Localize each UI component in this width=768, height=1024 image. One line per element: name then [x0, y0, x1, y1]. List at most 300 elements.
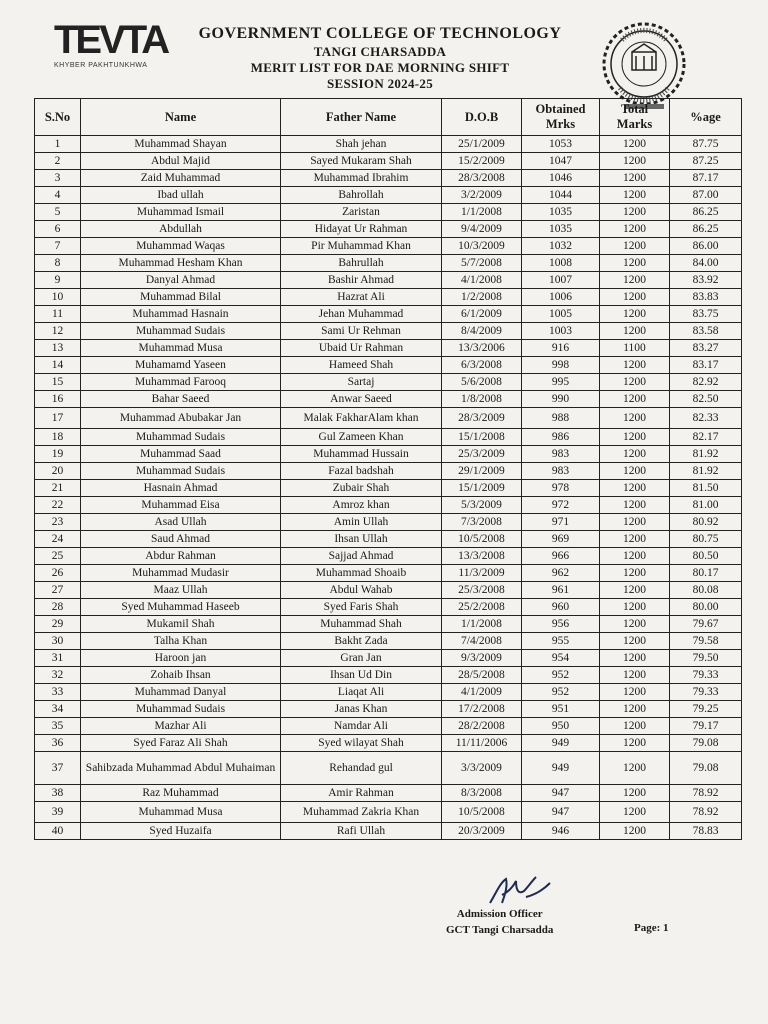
- cell-father-name: Sajjad Ahmad: [281, 548, 442, 565]
- cell-dob: 28/5/2008: [442, 667, 522, 684]
- cell-father-name: Amir Rahman: [281, 785, 442, 802]
- cell-dob: 15/2/2009: [442, 153, 522, 170]
- cell-father-name: Hidayat Ur Rahman: [281, 221, 442, 238]
- cell-obtained-marks: 1003: [522, 323, 600, 340]
- cell-father-name: Muhammad Shah: [281, 616, 442, 633]
- cell-name: Muhammad Hasnain: [81, 306, 281, 323]
- cell-total-marks: 1200: [600, 187, 670, 204]
- table-row: [35, 153, 742, 170]
- cell-total-marks: 1200: [600, 238, 670, 255]
- cell-name: Mukamil Shah: [81, 616, 281, 633]
- list-title: MERIT LIST FOR DAE MORNING SHIFT: [250, 60, 510, 75]
- cell-obtained-marks: 990: [522, 391, 600, 408]
- cell-name: Asad Ullah: [81, 514, 281, 531]
- cell-name: Hasnain Ahmad: [81, 480, 281, 497]
- cell-percentage: 86.00: [670, 238, 742, 255]
- cell-total-marks: 1200: [600, 429, 670, 446]
- cell-percentage: 87.75: [670, 136, 742, 153]
- cell-total-marks: 1200: [600, 408, 670, 429]
- cell-sno: 2: [35, 153, 81, 170]
- signatory-title: Admission Officer: [456, 908, 543, 920]
- table-row: [35, 374, 742, 391]
- cell-dob: 25/3/2009: [442, 446, 522, 463]
- cell-dob: 13/3/2008: [442, 548, 522, 565]
- cell-father-name: Zaristan: [281, 204, 442, 221]
- cell-name: Sahibzada Muhammad Abdul Muhaiman: [81, 752, 281, 785]
- cell-total-marks: 1200: [600, 599, 670, 616]
- cell-percentage: 86.25: [670, 204, 742, 221]
- cell-sno: 28: [35, 599, 81, 616]
- cell-father-name: Malak FakharAlam khan: [281, 408, 442, 429]
- cell-sno: 36: [35, 735, 81, 752]
- cell-name: Talha Khan: [81, 633, 281, 650]
- cell-total-marks: 1200: [600, 357, 670, 374]
- cell-percentage: 79.67: [670, 616, 742, 633]
- cell-total-marks: 1200: [600, 446, 670, 463]
- cell-father-name: Zubair Shah: [281, 480, 442, 497]
- cell-sno: 31: [35, 650, 81, 667]
- cell-dob: 9/3/2009: [442, 650, 522, 667]
- table-row: [35, 408, 742, 429]
- cell-percentage: 86.25: [670, 221, 742, 238]
- cell-total-marks: 1200: [600, 480, 670, 497]
- cell-percentage: 84.00: [670, 255, 742, 272]
- cell-sno: 34: [35, 701, 81, 718]
- tevta-logo: [54, 18, 168, 82]
- cell-father-name: Muhammad Zakria Khan: [281, 802, 442, 823]
- cell-sno: 4: [35, 187, 81, 204]
- table-row: [35, 548, 742, 565]
- cell-dob: 13/3/2006: [442, 340, 522, 357]
- cell-obtained-marks: 947: [522, 785, 600, 802]
- cell-percentage: 83.27: [670, 340, 742, 357]
- cell-name: Muhammad Eisa: [81, 497, 281, 514]
- cell-percentage: 78.92: [670, 785, 742, 802]
- cell-total-marks: 1200: [600, 221, 670, 238]
- table-row: [35, 599, 742, 616]
- cell-father-name: Fazal badshah: [281, 463, 442, 480]
- cell-obtained-marks: 960: [522, 599, 600, 616]
- cell-sno: 33: [35, 684, 81, 701]
- cell-total-marks: 1200: [600, 582, 670, 599]
- table-row: [35, 340, 742, 357]
- cell-dob: 5/7/2008: [442, 255, 522, 272]
- table-row: [35, 170, 742, 187]
- table-row: [35, 221, 742, 238]
- cell-obtained-marks: 1044: [522, 187, 600, 204]
- cell-dob: 4/1/2009: [442, 684, 522, 701]
- cell-father-name: Pir Muhammad Khan: [281, 238, 442, 255]
- cell-father-name: Namdar Ali: [281, 718, 442, 735]
- table-row: [35, 752, 742, 785]
- table-row: [35, 306, 742, 323]
- table-row: [35, 735, 742, 752]
- cell-sno: 5: [35, 204, 81, 221]
- cell-percentage: 80.75: [670, 531, 742, 548]
- cell-total-marks: 1200: [600, 616, 670, 633]
- cell-sno: 12: [35, 323, 81, 340]
- cell-total-marks: 1200: [600, 785, 670, 802]
- cell-dob: 11/3/2009: [442, 565, 522, 582]
- column-header-sno: S.No: [35, 99, 81, 136]
- cell-dob: 1/1/2008: [442, 204, 522, 221]
- cell-percentage: 80.08: [670, 582, 742, 599]
- college-name: GOVERNMENT COLLEGE OF TECHNOLOGY: [198, 25, 562, 42]
- cell-father-name: Anwar Saeed: [281, 391, 442, 408]
- cell-percentage: 82.17: [670, 429, 742, 446]
- table-row: [35, 480, 742, 497]
- cell-name: Bahar Saeed: [81, 391, 281, 408]
- cell-dob: 20/3/2009: [442, 823, 522, 840]
- cell-dob: 7/4/2008: [442, 633, 522, 650]
- cell-total-marks: 1200: [600, 289, 670, 306]
- cell-obtained-marks: 971: [522, 514, 600, 531]
- cell-name: Muhammad Waqas: [81, 238, 281, 255]
- cell-father-name: Ihsan Ud Din: [281, 667, 442, 684]
- cell-name: Muhammad Sudais: [81, 463, 281, 480]
- signature-icon: [486, 873, 556, 909]
- cell-dob: 1/8/2008: [442, 391, 522, 408]
- cell-dob: 10/5/2008: [442, 531, 522, 548]
- cell-sno: 1: [35, 136, 81, 153]
- cell-dob: 1/2/2008: [442, 289, 522, 306]
- cell-obtained-marks: 1035: [522, 221, 600, 238]
- table-row: [35, 136, 742, 153]
- cell-dob: 10/3/2009: [442, 238, 522, 255]
- table-row: [35, 255, 742, 272]
- cell-sno: 35: [35, 718, 81, 735]
- cell-name: Mazhar Ali: [81, 718, 281, 735]
- college-location: TANGI CHARSADDA: [313, 44, 447, 59]
- cell-total-marks: 1200: [600, 823, 670, 840]
- cell-sno: 15: [35, 374, 81, 391]
- cell-name: Syed Muhammad Haseeb: [81, 599, 281, 616]
- cell-sno: 8: [35, 255, 81, 272]
- cell-name: Saud Ahmad: [81, 531, 281, 548]
- cell-name: Maaz Ullah: [81, 582, 281, 599]
- table-row: [35, 204, 742, 221]
- cell-dob: 11/11/2006: [442, 735, 522, 752]
- table-header-row: [35, 99, 742, 136]
- cell-dob: 10/5/2008: [442, 802, 522, 823]
- cell-father-name: Jehan Muhammad: [281, 306, 442, 323]
- cell-dob: 28/3/2009: [442, 408, 522, 429]
- cell-sno: 7: [35, 238, 81, 255]
- cell-obtained-marks: 916: [522, 340, 600, 357]
- cell-dob: 9/4/2009: [442, 221, 522, 238]
- cell-total-marks: 1200: [600, 718, 670, 735]
- cell-name: Zaid Muhammad: [81, 170, 281, 187]
- cell-obtained-marks: 950: [522, 718, 600, 735]
- cell-obtained-marks: 946: [522, 823, 600, 840]
- cell-total-marks: 1200: [600, 153, 670, 170]
- cell-name: Muhammad Farooq: [81, 374, 281, 391]
- cell-dob: 5/6/2008: [442, 374, 522, 391]
- cell-father-name: Muhammad Ibrahim: [281, 170, 442, 187]
- table-row: [35, 289, 742, 306]
- cell-total-marks: 1200: [600, 204, 670, 221]
- cell-father-name: Hazrat Ali: [281, 289, 442, 306]
- cell-sno: 13: [35, 340, 81, 357]
- cell-dob: 1/1/2008: [442, 616, 522, 633]
- cell-sno: 16: [35, 391, 81, 408]
- cell-percentage: 79.58: [670, 633, 742, 650]
- cell-dob: 25/3/2008: [442, 582, 522, 599]
- cell-sno: 25: [35, 548, 81, 565]
- cell-name: Muhammad Abubakar Jan: [81, 408, 281, 429]
- cell-father-name: Sami Ur Rehman: [281, 323, 442, 340]
- cell-total-marks: 1200: [600, 667, 670, 684]
- cell-percentage: 79.50: [670, 650, 742, 667]
- table-row: [35, 272, 742, 289]
- cell-sno: 18: [35, 429, 81, 446]
- cell-percentage: 81.92: [670, 446, 742, 463]
- cell-sno: 20: [35, 463, 81, 480]
- cell-obtained-marks: 952: [522, 667, 600, 684]
- cell-percentage: 80.50: [670, 548, 742, 565]
- cell-sno: 40: [35, 823, 81, 840]
- cell-obtained-marks: 1047: [522, 153, 600, 170]
- cell-dob: 29/1/2009: [442, 463, 522, 480]
- cell-obtained-marks: 972: [522, 497, 600, 514]
- cell-sno: 3: [35, 170, 81, 187]
- cell-total-marks: 1200: [600, 735, 670, 752]
- cell-total-marks: 1200: [600, 463, 670, 480]
- cell-name: Muhammad Bilal: [81, 289, 281, 306]
- cell-name: Abdullah: [81, 221, 281, 238]
- cell-obtained-marks: 983: [522, 463, 600, 480]
- cell-father-name: Muhammad Hussain: [281, 446, 442, 463]
- cell-obtained-marks: 978: [522, 480, 600, 497]
- cell-total-marks: 1200: [600, 497, 670, 514]
- cell-obtained-marks: 1005: [522, 306, 600, 323]
- table-row: [35, 238, 742, 255]
- cell-percentage: 83.17: [670, 357, 742, 374]
- cell-name: Zohaib Ihsan: [81, 667, 281, 684]
- cell-obtained-marks: 986: [522, 429, 600, 446]
- cell-sno: 9: [35, 272, 81, 289]
- cell-total-marks: 1200: [600, 633, 670, 650]
- cell-total-marks: 1200: [600, 548, 670, 565]
- cell-sno: 21: [35, 480, 81, 497]
- cell-name: Muhammad Ismail: [81, 204, 281, 221]
- cell-sno: 22: [35, 497, 81, 514]
- cell-obtained-marks: 1053: [522, 136, 600, 153]
- cell-sno: 38: [35, 785, 81, 802]
- cell-total-marks: 1200: [600, 684, 670, 701]
- cell-total-marks: 1200: [600, 514, 670, 531]
- cell-percentage: 87.25: [670, 153, 742, 170]
- merit-table-body: [35, 136, 742, 840]
- cell-dob: 25/2/2008: [442, 599, 522, 616]
- cell-dob: 3/2/2009: [442, 187, 522, 204]
- cell-obtained-marks: 954: [522, 650, 600, 667]
- table-row: [35, 667, 742, 684]
- document-header: [170, 24, 590, 92]
- cell-sno: 10: [35, 289, 81, 306]
- cell-father-name: Gul Zameen Khan: [281, 429, 442, 446]
- cell-dob: 6/1/2009: [442, 306, 522, 323]
- table-row: [35, 497, 742, 514]
- column-header-name: Name: [81, 99, 281, 136]
- cell-father-name: Bahrullah: [281, 255, 442, 272]
- cell-name: Raz Muhammad: [81, 785, 281, 802]
- tevta-logo-mark: TEVTA: [54, 18, 168, 62]
- cell-obtained-marks: 962: [522, 565, 600, 582]
- table-row: [35, 785, 742, 802]
- cell-obtained-marks: 1035: [522, 204, 600, 221]
- table-row: [35, 684, 742, 701]
- cell-obtained-marks: 966: [522, 548, 600, 565]
- table-row: [35, 701, 742, 718]
- cell-sno: 30: [35, 633, 81, 650]
- cell-sno: 37: [35, 752, 81, 785]
- cell-percentage: 81.50: [670, 480, 742, 497]
- table-row: [35, 357, 742, 374]
- cell-total-marks: 1200: [600, 650, 670, 667]
- cell-name: Muhammad Sudais: [81, 323, 281, 340]
- cell-father-name: Rafi Ullah: [281, 823, 442, 840]
- cell-obtained-marks: 955: [522, 633, 600, 650]
- cell-percentage: 87.00: [670, 187, 742, 204]
- cell-father-name: Bakht Zada: [281, 633, 442, 650]
- cell-percentage: 79.33: [670, 667, 742, 684]
- cell-obtained-marks: 1006: [522, 289, 600, 306]
- session-label: SESSION 2024-25: [327, 76, 433, 91]
- cell-total-marks: 1200: [600, 170, 670, 187]
- cell-total-marks: 1100: [600, 340, 670, 357]
- table-row: [35, 565, 742, 582]
- cell-dob: 17/2/2008: [442, 701, 522, 718]
- cell-percentage: 80.17: [670, 565, 742, 582]
- cell-father-name: Amroz khan: [281, 497, 442, 514]
- cell-percentage: 80.00: [670, 599, 742, 616]
- cell-percentage: 81.00: [670, 497, 742, 514]
- cell-total-marks: 1200: [600, 391, 670, 408]
- cell-sno: 27: [35, 582, 81, 599]
- cell-name: Danyal Ahmad: [81, 272, 281, 289]
- cell-father-name: Syed Faris Shah: [281, 599, 442, 616]
- cell-father-name: Sartaj: [281, 374, 442, 391]
- cell-total-marks: 1200: [600, 752, 670, 785]
- cell-name: Muhammad Danyal: [81, 684, 281, 701]
- cell-total-marks: 1200: [600, 272, 670, 289]
- cell-percentage: 78.92: [670, 802, 742, 823]
- cell-father-name: Liaqat Ali: [281, 684, 442, 701]
- cell-sno: 26: [35, 565, 81, 582]
- merit-table: [34, 98, 742, 840]
- table-row: [35, 650, 742, 667]
- table-row: [35, 429, 742, 446]
- cell-percentage: 82.33: [670, 408, 742, 429]
- cell-dob: 8/4/2009: [442, 323, 522, 340]
- cell-father-name: Syed wilayat Shah: [281, 735, 442, 752]
- cell-name: Muhammad Mudasir: [81, 565, 281, 582]
- cell-name: Ibad ullah: [81, 187, 281, 204]
- cell-sno: 23: [35, 514, 81, 531]
- cell-dob: 6/3/2008: [442, 357, 522, 374]
- cell-father-name: Sayed Mukaram Shah: [281, 153, 442, 170]
- cell-father-name: Amin Ullah: [281, 514, 442, 531]
- column-header-percentage: %age: [670, 99, 742, 136]
- cell-dob: 15/1/2009: [442, 480, 522, 497]
- column-header-dob: D.O.B: [442, 99, 522, 136]
- page-number: Page: 1: [634, 922, 669, 934]
- cell-total-marks: 1200: [600, 323, 670, 340]
- signatory-block: [446, 906, 553, 938]
- cell-name: Syed Huzaifa: [81, 823, 281, 840]
- table-row: [35, 802, 742, 823]
- cell-obtained-marks: 1032: [522, 238, 600, 255]
- cell-total-marks: 1200: [600, 374, 670, 391]
- table-row: [35, 718, 742, 735]
- cell-percentage: 79.25: [670, 701, 742, 718]
- cell-obtained-marks: 949: [522, 735, 600, 752]
- cell-obtained-marks: 995: [522, 374, 600, 391]
- table-row: [35, 514, 742, 531]
- cell-percentage: 87.17: [670, 170, 742, 187]
- table-row: [35, 582, 742, 599]
- cell-percentage: 79.17: [670, 718, 742, 735]
- cell-sno: 19: [35, 446, 81, 463]
- column-header-total-marks: Total Marks: [600, 99, 670, 136]
- cell-obtained-marks: 988: [522, 408, 600, 429]
- cell-name: Muhammad Musa: [81, 802, 281, 823]
- cell-name: Syed Faraz Ali Shah: [81, 735, 281, 752]
- cell-dob: 7/3/2008: [442, 514, 522, 531]
- cell-sno: 11: [35, 306, 81, 323]
- cell-obtained-marks: 951: [522, 701, 600, 718]
- cell-obtained-marks: 983: [522, 446, 600, 463]
- cell-father-name: Bashir Ahmad: [281, 272, 442, 289]
- cell-name: Muhamamd Yaseen: [81, 357, 281, 374]
- cell-percentage: 79.33: [670, 684, 742, 701]
- cell-total-marks: 1200: [600, 531, 670, 548]
- cell-percentage: 81.92: [670, 463, 742, 480]
- table-row: [35, 616, 742, 633]
- cell-percentage: 79.08: [670, 735, 742, 752]
- cell-father-name: Ubaid Ur Rahman: [281, 340, 442, 357]
- cell-father-name: Hameed Shah: [281, 357, 442, 374]
- cell-total-marks: 1200: [600, 255, 670, 272]
- table-row: [35, 531, 742, 548]
- cell-dob: 5/3/2009: [442, 497, 522, 514]
- cell-percentage: 83.83: [670, 289, 742, 306]
- cell-obtained-marks: 947: [522, 802, 600, 823]
- cell-total-marks: 1200: [600, 565, 670, 582]
- table-row: [35, 323, 742, 340]
- cell-father-name: Shah jehan: [281, 136, 442, 153]
- column-header-obtained-marks: Obtained Mrks: [522, 99, 600, 136]
- cell-name: Muhammad Saad: [81, 446, 281, 463]
- cell-obtained-marks: 952: [522, 684, 600, 701]
- table-row: [35, 633, 742, 650]
- cell-sno: 14: [35, 357, 81, 374]
- cell-father-name: Rehandad gul: [281, 752, 442, 785]
- cell-name: Muhammad Hesham Khan: [81, 255, 281, 272]
- cell-name: Muhammad Sudais: [81, 701, 281, 718]
- cell-dob: 3/3/2009: [442, 752, 522, 785]
- signatory-place: GCT Tangi Charsadda: [446, 924, 554, 936]
- cell-total-marks: 1200: [600, 306, 670, 323]
- cell-dob: 28/2/2008: [442, 718, 522, 735]
- cell-percentage: 83.58: [670, 323, 742, 340]
- cell-obtained-marks: 998: [522, 357, 600, 374]
- cell-sno: 32: [35, 667, 81, 684]
- cell-percentage: 78.83: [670, 823, 742, 840]
- cell-dob: 15/1/2008: [442, 429, 522, 446]
- cell-name: Muhammad Shayan: [81, 136, 281, 153]
